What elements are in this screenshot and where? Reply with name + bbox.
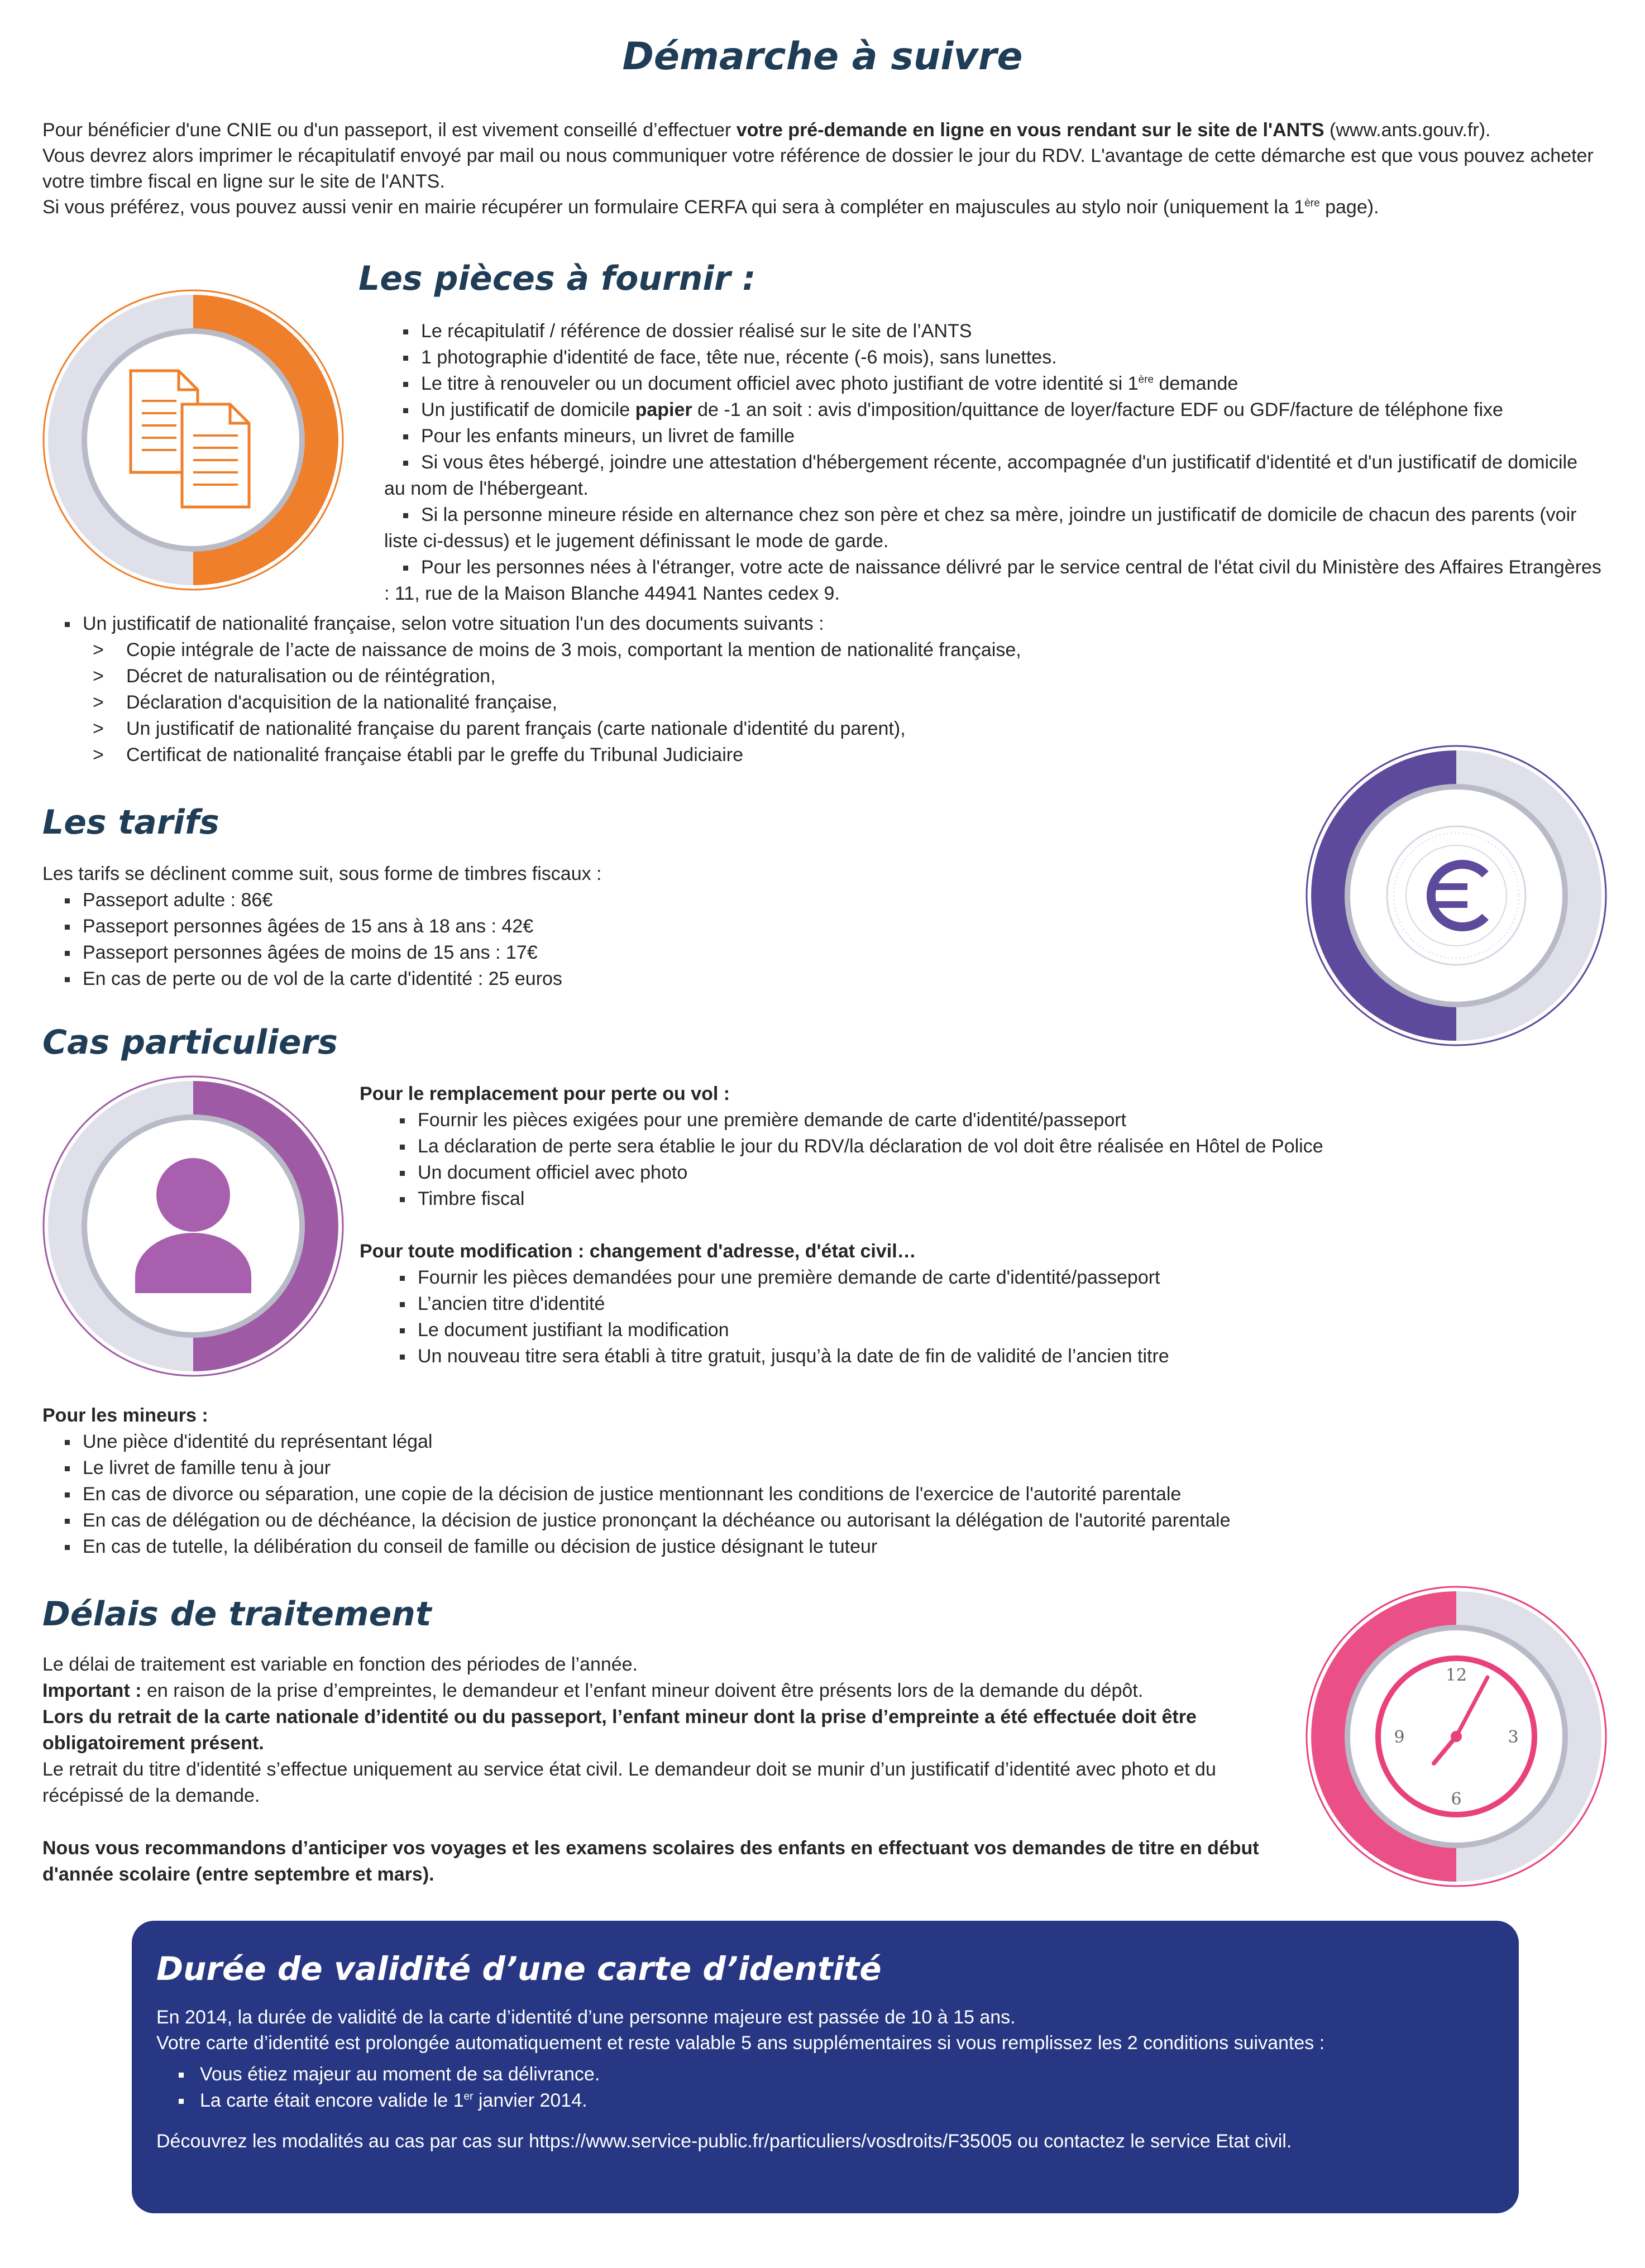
bullet bbox=[403, 513, 408, 518]
list-item: 1 photographie d'identité de face, tête nue, récente (-6 mois), sans lunettes. bbox=[381, 344, 1604, 371]
item6-text: Si vous êtes hébergé, joindre une attestation d'hébergement récente, accompagnée d'un justificatif d'identité et d'un justificatif de domicile au nom de l'hébergeant. bbox=[384, 452, 1578, 499]
intro-p1 bbox=[42, 117, 1600, 143]
item2-b: janvier 2014. bbox=[473, 2090, 587, 2111]
delais-block bbox=[42, 1652, 1271, 1888]
section-title-cas: Cas particuliers bbox=[42, 1023, 338, 1062]
validite-p1: En 2014, la durée de validité de la carte d’identité d’une personne majeure est passée de 10 à 15 ans. bbox=[156, 2007, 1016, 2028]
clock-12: 12 bbox=[1445, 1666, 1467, 1685]
modif-heading: Pour toute modification : changement d'adresse, d'état civil… bbox=[360, 1241, 916, 1262]
list-item: Un nouveau titre sera établi à titre gratuit, jusqu’à la date de fin de validité de l’ancien titre bbox=[377, 1343, 1588, 1370]
intro-p1-a: Pour bénéficier d'une CNIE ou d'un passeport, il est vivement conseillé d’effectuer bbox=[42, 119, 737, 141]
list-item: Le livret de famille tenu à jour bbox=[42, 1455, 1600, 1481]
item4-a: Un justificatif de domicile bbox=[421, 399, 635, 420]
validite-box bbox=[132, 1921, 1519, 2213]
list-item bbox=[381, 371, 1604, 397]
intro bbox=[42, 117, 1600, 220]
tarifs-block bbox=[42, 861, 1271, 992]
intro-p1-bold: votre pré-demande en ligne en vous rendant sur le site de l'ANTS bbox=[736, 119, 1324, 141]
validite-title: Durée de validité d’une carte d’identité bbox=[156, 1950, 882, 1988]
clock-6: 6 bbox=[1451, 1789, 1462, 1809]
list-item: Le document justifiant la modification bbox=[377, 1317, 1588, 1343]
list-item: Passeport personnes âgées de 15 ans à 18 ans : 42€ bbox=[42, 913, 1271, 940]
mineurs-block bbox=[42, 1403, 1600, 1560]
list-item: Un justificatif de nationalité française, selon votre situation l'un des documents suivants : bbox=[42, 611, 1550, 637]
validite-body bbox=[156, 2004, 1485, 2154]
section-title-pieces: Les pièces à fournir : bbox=[358, 259, 756, 298]
delais-recommandation: Nous vous recommandons d’anticiper vos voyages et les examens scolaires des enfants en effectuant vos demandes de titre en début d'année scolaire (entre septembre et mars). bbox=[42, 1838, 1259, 1885]
person-icon bbox=[42, 1075, 344, 1377]
pieces-paragraph-etranger bbox=[381, 554, 1604, 607]
list-item: En cas de perte ou de vol de la carte d'identité : 25 euros bbox=[42, 966, 1271, 992]
list-item: En cas de tutelle, la délibération du conseil de famille ou décision de justice désignant le tuteur bbox=[42, 1534, 1600, 1560]
list-item: Le récapitulatif / référence de dossier réalisé sur le site de l’ANTS bbox=[381, 318, 1604, 344]
tarifs-intro: Les tarifs se déclinent comme suit, sous forme de timbres fiscaux : bbox=[42, 863, 602, 884]
intro-p2: Vous devrez alors imprimer le récapitulatif envoyé par mail ou nous communiquer votre référence de dossier le jour du RDV. L'avantage de cette démarche est que vous pouvez acheter votre timbre fiscal en ligne sur le site de l'ANTS. bbox=[42, 145, 1594, 192]
list-item bbox=[381, 397, 1604, 423]
list-item: Pour les enfants mineurs, un livret de famille bbox=[381, 423, 1604, 449]
list-item: > Un justificatif de nationalité française du parent français (carte nationale d'identité du parent), bbox=[42, 716, 1550, 742]
delais-p3: Le retrait du titre d'identité s’effectue uniquement au service état civil. Le demandeur doit se munir d’un justificatif d’identité avec photo et du récépissé de la demande. bbox=[42, 1759, 1216, 1806]
list-item: Fournir les pièces exigées pour une première demande de carte d'identité/passeport bbox=[377, 1107, 1588, 1133]
item2-a: La carte était encore valide le 1 bbox=[200, 2090, 464, 2111]
page-title: Démarche à suivre bbox=[622, 35, 1023, 79]
intro-p3-b: page). bbox=[1319, 197, 1379, 218]
section-title-delais: Délais de traitement bbox=[42, 1595, 432, 1634]
delais-p1: Le délai de traitement est variable en fonction des périodes de l’année. bbox=[42, 1654, 638, 1675]
delais-important bbox=[42, 1678, 1271, 1704]
list-item: > Certificat de nationalité française établi par le greffe du Tribunal Judiciaire bbox=[42, 742, 1550, 768]
bullet bbox=[403, 461, 408, 466]
list-item: En cas de délégation ou de déchéance, la décision de justice prononçant la déchéance ou autorisant la délégation de l'autorité parentale bbox=[42, 1508, 1600, 1534]
list-item: Une pièce d'identité du représentant légal bbox=[42, 1429, 1600, 1455]
item3-sup: ère bbox=[1138, 374, 1154, 386]
list-item bbox=[156, 2088, 1485, 2114]
intro-p1-c: (www.ants.gouv.fr). bbox=[1324, 119, 1491, 141]
delais-retrait-mineur: Lors du retrait de la carte nationale d’identité ou du passeport, l’enfant mineur dont la prise d’empreinte a été effectuée doit être obligatoirement présent. bbox=[42, 1706, 1197, 1754]
list-item: En cas de divorce ou séparation, une copie de la décision de justice mentionnant les conditions de l'exercice de l'autorité parentale bbox=[42, 1481, 1600, 1508]
bullet bbox=[403, 566, 408, 571]
list-item: Timbre fiscal bbox=[377, 1186, 1588, 1212]
clock-3: 3 bbox=[1508, 1728, 1519, 1747]
list-item: > Décret de naturalisation ou de réintégration, bbox=[42, 663, 1550, 690]
list-item: Un document officiel avec photo bbox=[377, 1160, 1588, 1186]
documents-icon bbox=[42, 289, 344, 591]
perte-heading: Pour le remplacement pour perte ou vol : bbox=[360, 1083, 730, 1104]
list-item: > Déclaration d'acquisition de la nationalité française, bbox=[42, 690, 1550, 716]
list-item: Fournir les pièces demandées pour une première demande de carte d'identité/passeport bbox=[377, 1265, 1588, 1291]
pieces-paragraph-hebergement bbox=[381, 449, 1604, 502]
item3-b: demande bbox=[1154, 373, 1238, 394]
cas-block bbox=[360, 1081, 1588, 1370]
intro-p3-sup: ère bbox=[1304, 197, 1320, 209]
pieces-paragraph-alternance bbox=[381, 502, 1604, 554]
item7-text: Si la personne mineure réside en alternance chez son père et chez sa mère, joindre un justificatif de domicile de chacun des parents (voir liste ci-dessus) et le jugement définissant le mode de garde. bbox=[384, 504, 1577, 552]
clock-9: 9 bbox=[1394, 1728, 1405, 1747]
important-text: en raison de la prise d’empreintes, le demandeur et l’enfant mineur doivent être présents lors de la demande du dépôt. bbox=[141, 1680, 1144, 1701]
item4-c: de -1 an soit : avis d'imposition/quittance de loyer/facture EDF ou GDF/facture de téléphone fixe bbox=[692, 399, 1503, 420]
intro-p3-a: Si vous préférez, vous pouvez aussi venir en mairie récupérer un formulaire CERFA qui sera à compléter en majuscules au stylo noir (uniquement la 1 bbox=[42, 197, 1305, 218]
list-item: > Copie intégrale de l’acte de naissance de moins de 3 mois, comportant la mention de nationalité française, bbox=[42, 637, 1550, 663]
clock-icon bbox=[1306, 1586, 1607, 1887]
list-item: La déclaration de perte sera établie le jour du RDV/la déclaration de vol doit être réalisée en Hôtel de Police bbox=[377, 1133, 1588, 1160]
item2-sup: er bbox=[463, 2090, 474, 2103]
section-title-tarifs: Les tarifs bbox=[42, 803, 219, 842]
item4-bold: papier bbox=[635, 399, 692, 420]
item8-text: Pour les personnes nées à l'étranger, votre acte de naissance délivré par le service central de l'état civil du Ministère des Affaires Etrangères : 11, rue de la Maison Blanche 44941 Nantes cedex 9. bbox=[384, 557, 1601, 604]
intro-p3 bbox=[42, 194, 1600, 220]
list-item: L’ancien titre d'identité bbox=[377, 1291, 1588, 1317]
list-item: Vous étiez majeur au moment de sa délivrance. bbox=[156, 2061, 1485, 2088]
list-item: Passeport personnes âgées de moins de 15 ans : 17€ bbox=[42, 940, 1271, 966]
pieces-list bbox=[381, 318, 1604, 607]
validite-p3: Découvrez les modalités au cas par cas sur https://www.service-public.fr/particuliers/vosdroits/F35005 ou contactez le service Etat civil. bbox=[156, 2131, 1292, 2152]
euro-icon bbox=[1306, 745, 1607, 1046]
list-item: Passeport adulte : 86€ bbox=[42, 887, 1271, 913]
mineurs-heading: Pour les mineurs : bbox=[42, 1405, 208, 1426]
item3-a: Le titre à renouveler ou un document officiel avec photo justifiant de votre identité si 1 bbox=[421, 373, 1139, 394]
important-label: Important : bbox=[42, 1680, 142, 1701]
validite-p2: Votre carte d’identité est prolongée automatiquement et reste valable 5 ans supplémentaires si vous remplissez les 2 conditions suivantes : bbox=[156, 2032, 1325, 2054]
